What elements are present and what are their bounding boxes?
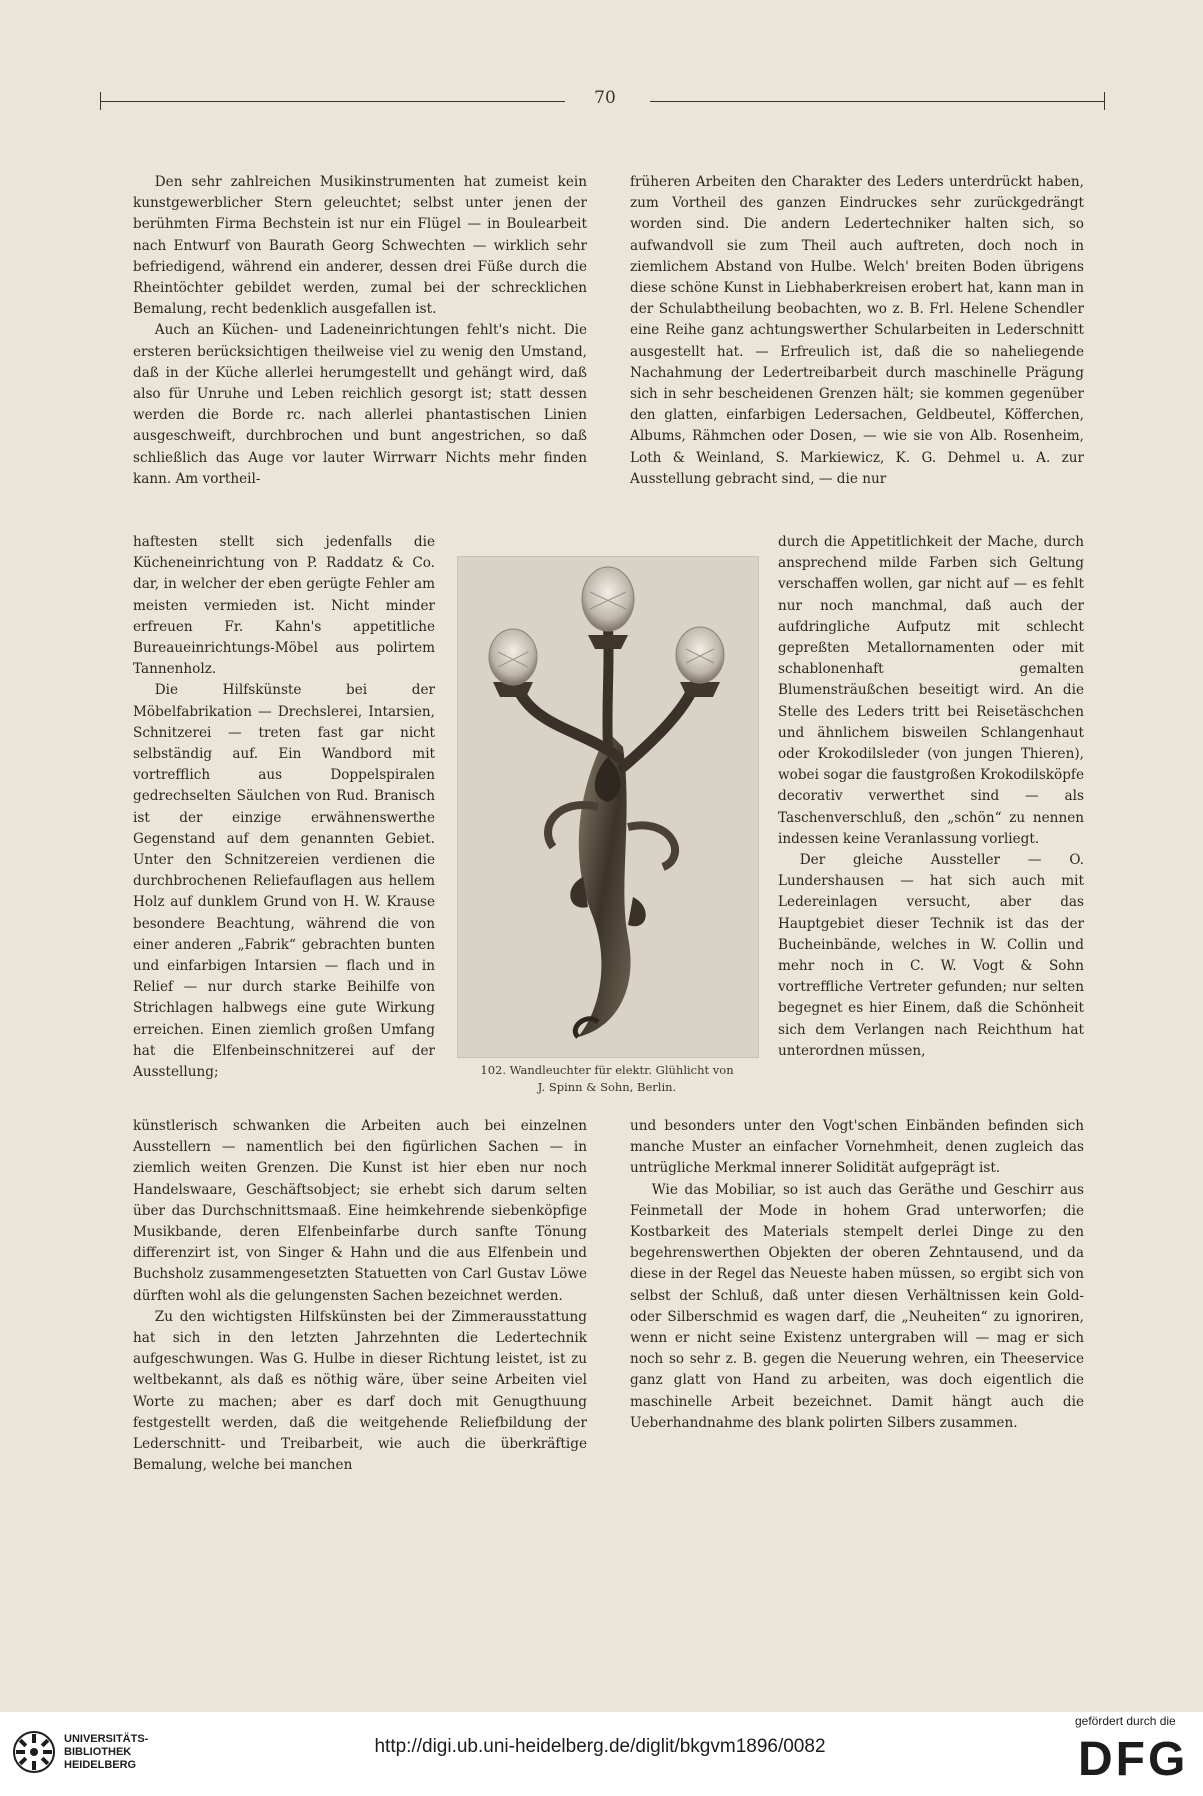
paragraph: Zu den wichtigsten Hilfskünsten bei der Zimmerausstattung hat sich in den letzten Jahrzehnten die Ledertechnik aufgeschwungen. Was G. Hulbe in dieser Richtung leistet, ist zu weltbekannt, als daß es nöthig wäre, über seine Arbeiten viel Worte zu machen; aber es darf doch mit Genugthuung festgestellt werden, daß die weitgehende Reliefbildung der Lederschnitt- und Treibarbeit, wie auch die überkräftige Bemalung, welche bei manchen bbox=[133, 1308, 587, 1474]
caption-line-1: 102. Wandleuchter für elektr. Glühlicht von bbox=[480, 1063, 734, 1077]
paragraph: Die Hilfskünste bei der Möbelfabrikation — Drechslerei, Intarsien, Schnitzerei — treten fast gar nicht selbständig auf. Ein Wandbord mit vortrefflich aus Doppelspiralen gedrechselten Säulchen von Rud. Branisch ist der einzige erwähnenswerthe Gegenstand auf dem genannten Gebiet. Unter den Schnitzereien verdienen die durchbrochenen Reliefauflagen aus hellem Holz auf dunklem Grund von H. W. Krause besondere Beachtung, während die von einer anderen „Fabrik“ gebrachten bunten und einfarbigen Intarsien — flach und in Relief — nur durch starke Beihilfe von Strichlagen halbwegs eine gute Wirkung erreichen. Einen ziemlich großen Umfang hat die Elfenbeinschnitzerei auf der Ausstellung; bbox=[133, 682, 435, 1081]
library-seal-icon bbox=[12, 1730, 56, 1774]
source-url-link[interactable]: http://digi.ub.uni-heidelberg.de/diglit/bkgvm1896/0082 bbox=[374, 1736, 826, 1757]
left-column-wrap bbox=[133, 532, 435, 1083]
funding-label: gefördert durch die bbox=[1075, 1714, 1176, 1728]
paragraph: Der gleiche Aussteller — O. Lundershausen — hat sich auch mit Ledereinlagen versucht, aber das Hauptgebiet dieser Technik ist das der Bucheinbände, welches in W. Collin und mehr noch in C. W. Vogt & Sohn vortreffliche Vertreter gefunden; nur selten begegnet es hier Einem, daß die Schönheit sich dem Verlangen nach Reichthum hat unterordnen müssen, bbox=[778, 852, 1084, 1059]
paragraph: künstlerisch schwanken die Arbeiten auch bei einzelnen Ausstellern — namentlich bei den figürlichen Sachen — in ziemlich weiten Grenzen. Die Kunst ist hier eben nur noch Handelswaare, Geschäftsobject; sie erhebt sich darum selten über das Durchschnittsmaaß. Eine heimkehrende siebenköpfige Musikbande, deren Elfenbeinfarbe durch sanfte Tönung differenzirt ist, von Singer & Hahn und die aus Elfenbein und Buchsholz zusammengesetzten Statuetten von Carl Gustav Löwe dürften wohl als die gelungensten Sachen bezeichnet werden. bbox=[133, 1118, 587, 1304]
figure-caption bbox=[457, 1062, 757, 1096]
university-library-logo[interactable] bbox=[10, 1722, 160, 1782]
paragraph: haftesten stellt sich jedenfalls die Kücheneinrichtung von P. Raddatz & Co. dar, in welcher der eben gerügte Fehler am meisten vermieden ist. Nicht minder erfreuen Fr. Kahn's appetitliche Bureaueinrichtungs-Möbel aus polirtem Tannenholz. bbox=[133, 534, 435, 678]
paragraph: und besonders unter den Vogt'schen Einbänden befinden sich manche Muster an einfacher Vornehmheit, denen zugleich das untrügliche Merkmal innerer Solidität aufgeprägt ist. bbox=[630, 1118, 1084, 1177]
library-name-line-3: HEIDELBERG bbox=[64, 1759, 137, 1771]
paragraph: Den sehr zahlreichen Musikinstrumenten hat zumeist kein kunstgewerblicher Stern geleuchtet; selbst unter jenen der berühmten Firma Bechstein ist nur ein Flügel — in Boulearbeit nach Entwurf von Baurath Georg Schwechten — wirklich sehr befriedigend, während ein anderer, dessen drei Füße durch die Rheintöchter gebildet werden, zumal bei der schrecklichen Bemalung, recht bedenklich ausgefallen ist. bbox=[133, 174, 587, 318]
paragraph: Wie das Mobiliar, so ist auch das Geräthe und Geschirr aus Feinmetall der Mode in hohem Grad unterworfen; die Kostbarkeit des Materials stempelt derlei Dinge zu den begehrenswerthen Objekten der oberen Zehntausend, und da diese in der Regel das Neueste haben müssen, so ergibt sich von selbst der Schluß, daß unter diesen Verhältnissen kein Gold- oder Silberschmid es wagen darf, die „Neuheiten“ zu ignoriren, wenn er nicht seine Existenz untergraben will — mag er sich noch so sehr z. B. gegen die Neuerung wehren, ein Theeservice ganz glatt von Hand zu arbeiten, was doch eigentlich die maschinelle Arbeit bezeichnet. Damit hängt auch die Ueberhandnahme des blank polirten Silbers zusammen. bbox=[630, 1181, 1084, 1431]
header-rule-left-cap bbox=[100, 92, 101, 110]
header-rule-right-cap bbox=[1104, 92, 1105, 110]
figure-wall-sconce bbox=[457, 556, 759, 1058]
paragraph: früheren Arbeiten den Charakter des Leders unterdrückt haben, zum Vortheil des ganzen Eindruckes sehr zurückgedrängt worden sind. Die andern Ledertechniker halten sich, so aufwandvoll sie zum Theil auch auftreten, doch noch in ziemlichem Abstand von Hulbe. Welch' breiten Boden übrigens diese schöne Kunst in Liebhaberkreisen erobert hat, kann man in der Schulabtheilung beobachten, wo z. B. Frl. Helene Schendler eine Reihe ganz achtungswerther Schularbeiten in Lederschnitt ausgestellt hat. — Erfreulich ist, daß die so naheliegende Nachahmung der Ledertreibarbeit durch maschinelle Prägung sich in sehr bescheidenen Grenzen hält; sie kommen gegenüber den glatten, einfarbigen Ledersachen, Geldbeutel, Köfferchen, Albums, Rähmchen oder Dosen, — wie sie von Alb. Rosenheim, Loth & Weinland, S. Markiewicz, K. G. Dehmel u. A. zur Ausstellung gebracht sind, — die nur bbox=[630, 174, 1084, 487]
left-column-bottom bbox=[133, 1116, 587, 1476]
paragraph: durch die Appetitlichkeit der Mache, durch ansprechend milde Farben sich Geltung verschaffen wollen, gar nicht auf — es fehlt nur noch manchmal, daß auch der aufdringliche Aufputz mit schlecht gepreßten Metallornamenten oder mit schablonenhaft gemalten Blumensträußchen beseitigt wird. An die Stelle des Leders tritt bei Reisetäschchen und ähnlichem bisweilen Schlangenhaut oder Krokodilsleder (von jungen Thieren), wobei sogar die faustgroßen Krokodilsköpfe decorativ verwerthet sind — als Taschenverschluß, den „schön“ zu nennen indessen keine Veranlassung vorliegt. bbox=[778, 534, 1084, 847]
right-column-bottom bbox=[630, 1116, 1084, 1434]
dfg-logo[interactable]: DFG bbox=[1078, 1733, 1189, 1786]
library-name-line-2: BIBLIOTHEK bbox=[64, 1746, 132, 1758]
library-name-line-1: UNIVERSITÄTS- bbox=[64, 1733, 149, 1745]
paragraph: Auch an Küchen- und Ladeneinrichtungen fehlt's nicht. Die ersteren berücksichtigen theilweise viel zu wenig den Umstand, daß in der Küche allerlei herumgestellt und gehängt wird, daß also für Unruhe und Leben reichlich gesorgt ist; statt dessen werden die Borde rc. nach allerlei phantastischen Linien ausgeschweift, durchbrochen und bunt angestrichen, so daß schließlich das Auge vor lauter Wirrwarr Nichts mehr finden kann. Am vortheil- bbox=[133, 322, 587, 487]
caption-line-2: J. Spinn & Sohn, Berlin. bbox=[537, 1080, 677, 1094]
header-rule-left bbox=[100, 101, 565, 102]
library-name bbox=[64, 1733, 148, 1772]
wall-sconce-illustration bbox=[458, 557, 758, 1057]
left-column-top bbox=[133, 172, 587, 490]
right-column-wrap bbox=[778, 532, 1084, 1062]
right-column-top bbox=[630, 172, 1084, 490]
page-number: 70 bbox=[594, 88, 616, 108]
header-rule-right bbox=[650, 101, 1105, 102]
